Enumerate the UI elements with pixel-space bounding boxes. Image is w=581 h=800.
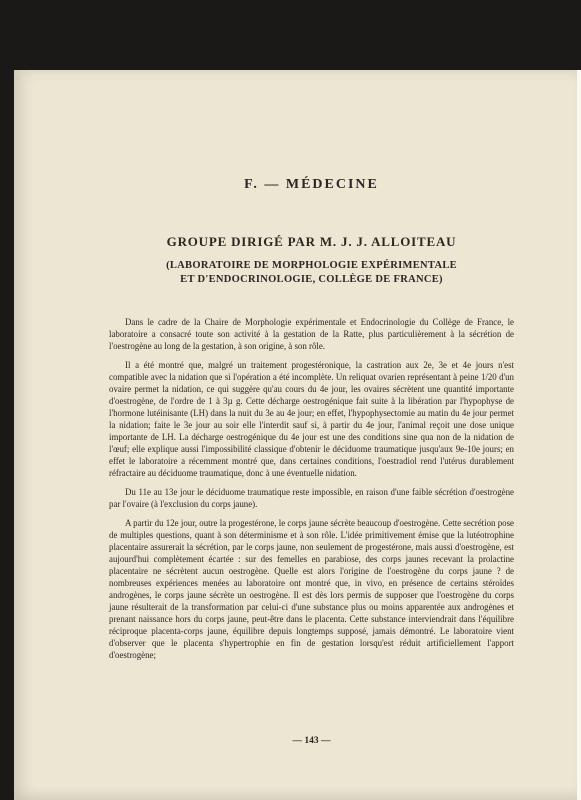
laboratory-line-2: ET D'ENDOCRINOLOGIE, COLLÈGE DE FRANCE): [180, 274, 443, 285]
page-edge: [577, 70, 581, 800]
section-title: F. — MÉDECINE: [244, 177, 379, 192]
paragraph-intro: Dans le cadre de la Chaire de Morphologie expérimentale et Endocrinologie du Collège de France, le laboratoire a consacré toute son activité à la gestation de la Ratte, plus particulièrement à la sécrétion de l'oestrogène au long de la gestation, à son origine, à son rôle.: [109, 317, 514, 351]
body-text: [109, 316, 514, 668]
group-title: GROUPE DIRIGÉ PAR M. J. J. ALLOITEAU: [166, 234, 457, 249]
paragraph-deciduoma: Du 11e au 13e jour le déciduome traumatique reste impossible, en raison d'une faible sécrétion d'oestrogène par l'ovaire (à l'exclusion du corps jaune).: [109, 487, 514, 509]
laboratory-line-1: (LABORATOIRE DE MORPHOLOGIE EXPÉRIMENTALE: [166, 260, 457, 271]
paragraph-corpus-luteum: A partir du 12e jour, outre la progestérone, le corps jaune sécrète beaucoup d'oestrogène. Cette secrétion pose de multiples questions, quant à son déterminisme et à son rôle. L'idée primitivement émise que la lutéotrophine placentaire assurerait la sécrétion, par le corps jaune, non seulement de progestérone, mais aussi d'oestrogène, est aujourd'hui complètement écartée : sur des femelles en parabiose, des corps jaunes recevant la prolactine placentaire ne sécrètent aucun oestrogène. Quelle est alors l'origine de l'oestrogène du corps jaune ? de nombreuses expériences menées au laboratoire ont montré que, in vivo, en présence de certains stéroïdes androgènes, le corps jaune sécrète un oestrogène. Il est dès lors permis de supposer que l'oestrogène du corps jaune résulterait de la transformation par celui-ci d'une substance plus ou moins apparentée aux androgènes et prenant naissance hors du corps jaune, peut-être dans le placenta. Cette substance interviendrait dans l'équilibre réciproque placenta-corps jaune, équilibre depuis longtemps supposé, jamais démontré. Le laboratoire vient d'observer que le placenta s'hypertrophie en fin de gestation lorsqu'est réduit artificiellement l'apport d'oestrogène;: [109, 518, 514, 660]
document-page: [14, 70, 581, 800]
page-number: — 143 —: [292, 736, 331, 746]
paragraph-castration: Il a été montré que, malgré un traitement progestéronique, la castration aux 2e, 3e et 4e jours n'est compatible avec la nidation que si l'opération a été incomplète. Un reliquat ovarien représentant à peine 1/20 d'un ovaire permet la nidation, ce qui suggère qu'au cours du 4e jour, les ovaires sécrètent une quantité importante d'oestrogène, de l'ordre de 1 à 3µ g. Cette décharge oestrogénique fait suite à la libération par l'hypophyse de l'hormone lutéinisante (LH) dans la nuit du 3e au 4e jour; en effet, l'hypophysectomie au matin du 4e jour permet la nidation; faite le 3e jour au soir elle l'interdit sauf si, à partir du 4e jour, l'animal reçoit une dose unique importante de LH. La décharge oestrogénique du 4e jour est une des conditions sine qua non de la nidation de l'œuf; elle explique aussi l'impossibilité classique d'obtenir le déciduome traumatique jusqu'aux 9e-10e jours; en effet le laboratoire a récemment montré que, dans certaines conditions, l'oestradiol rend l'utérus durablement réfractaire au déciduome traumatique, donc à une éventuelle nidation.: [109, 360, 514, 478]
